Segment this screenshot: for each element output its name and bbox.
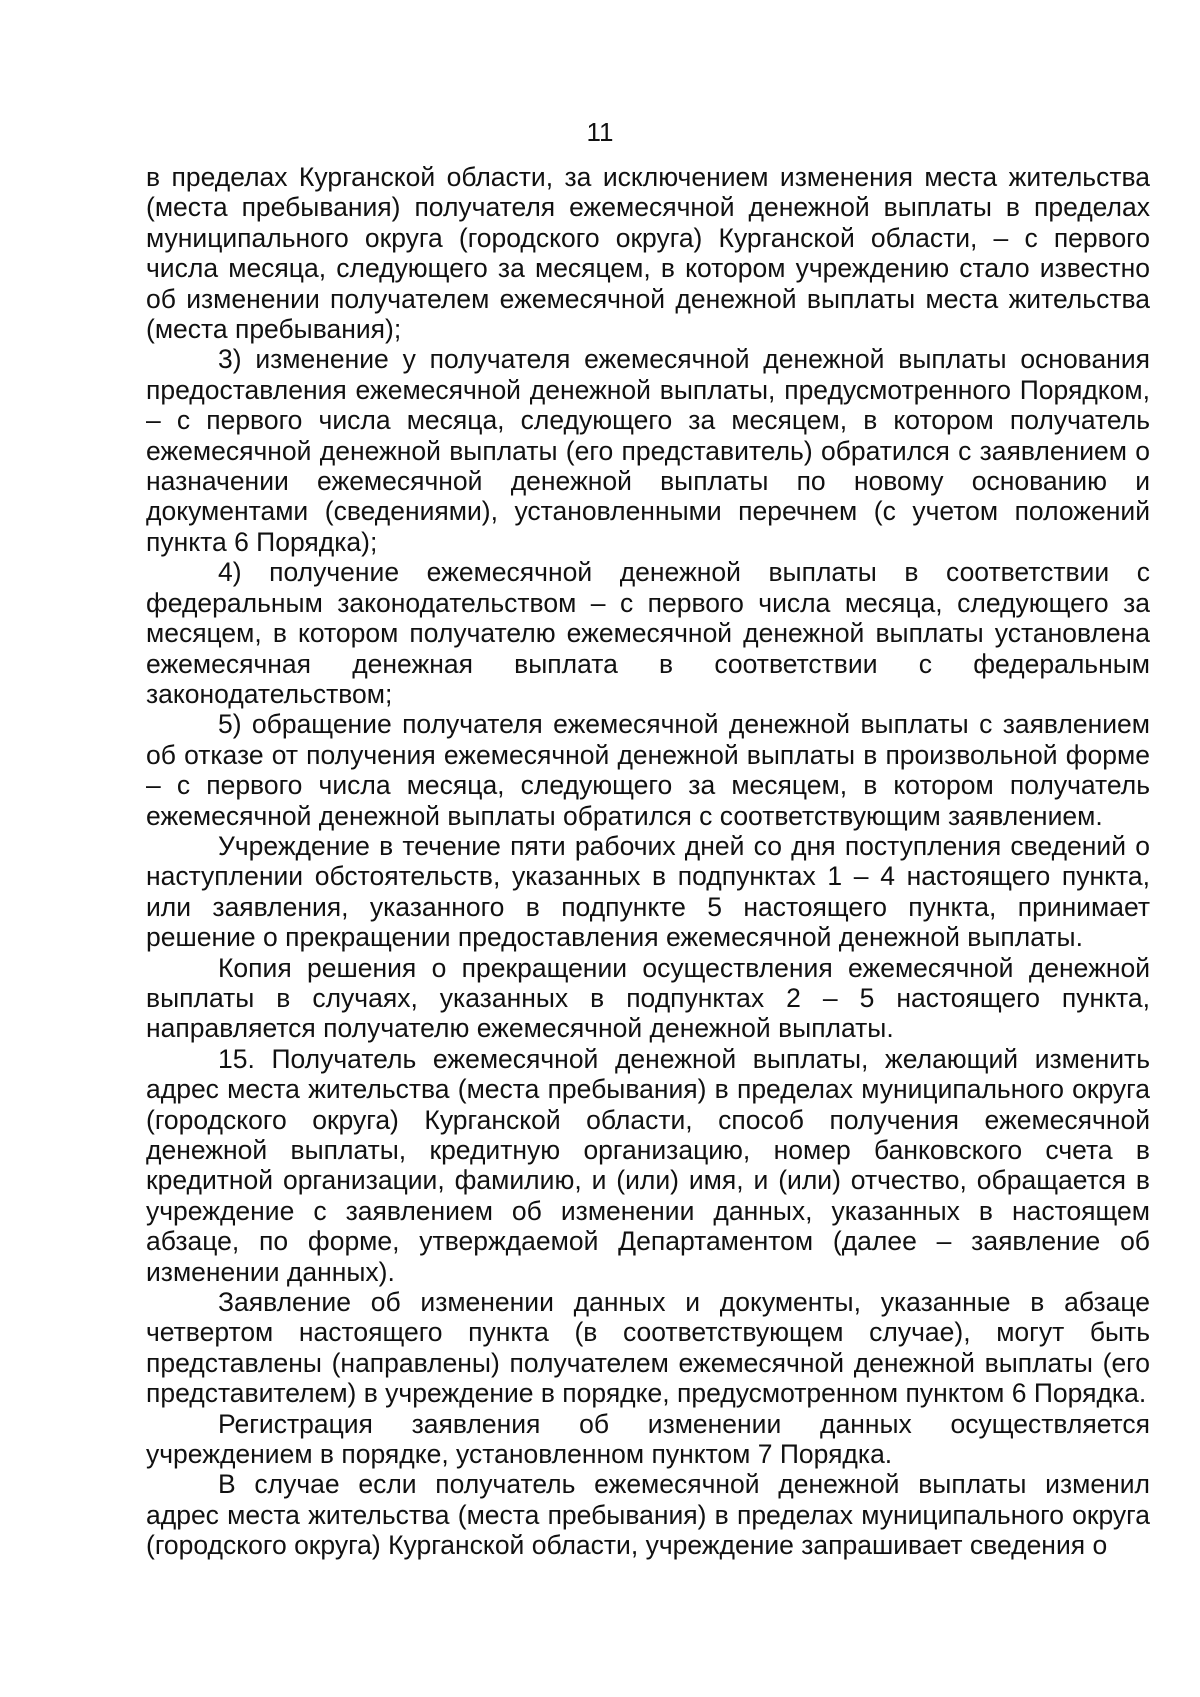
- document-body: [146, 162, 1150, 1561]
- paragraph-subitem-4: 4) получение ежемесячной денежной выплаты в соответствии с федеральным законодательством – с первого числа месяца, следующего за месяцем, в котором получателю ежемесячной денежной выплаты установлена ежемесячная денежная выплата в соответствии с федеральным законодательством;: [146, 557, 1150, 709]
- paragraph-address-change: В случае если получатель ежемесячной денежной выплаты изменил адрес места жительства (места пребывания) в пределах муниципального округа (городского округа) Курганской области, учреждение запрашивает сведения о: [146, 1469, 1150, 1561]
- paragraph-continuation: в пределах Курганской области, за исключением изменения места жительства (места пребывания) получателя ежемесячной денежной выплаты в пределах муниципального округа (городского округа) Курганской области, – с первого числа месяца, следующего за месяцем, в котором учреждению стало известно об изменении получателем ежемесячной денежной выплаты места жительства (места пребывания);: [146, 162, 1150, 345]
- page-number: 11: [586, 117, 614, 147]
- paragraph-decision: Учреждение в течение пяти рабочих дней со дня поступления сведений о наступлении обстоятельств, указанных в подпунктах 1 – 4 настоящего пункта, или заявления, указанного в подпункте 5 настоящего пункта, принимает решение о прекращении предоставления ежемесячной денежной выплаты.: [146, 830, 1150, 953]
- paragraph-subitem-3: 3) изменение у получателя ежемесячной денежной выплаты основания предоставления ежемесячной денежной выплаты, предусмотренного Порядком, – с первого числа месяца, следующего за месяцем, в котором получатель ежемесячной денежной выплаты (его представитель) обратился с заявлением о назначении ежемесячной денежной выплаты по новому основанию и документами (сведениями), установленными перечнем (с учетом положений пункта 6 Порядка);: [146, 344, 1150, 557]
- paragraph-decision-copy: Копия решения о прекращении осуществления ежемесячной денежной выплаты в случаях, указанных в подпунктах 2 – 5 настоящего пункта, направляется получателю ежемесячной денежной выплаты.: [146, 952, 1150, 1044]
- paragraph-application-submission: Заявление об изменении данных и документы, указанные в абзаце четвертом настоящего пункта (в соответствующем случае), могут быть представлены (направлены) получателем ежемесячной денежной выплаты (его представителем) в учреждение в порядке, предусмотренном пунктом 6 Порядка.: [146, 1287, 1150, 1409]
- paragraph-subitem-5: 5) обращение получателя ежемесячной денежной выплаты с заявлением об отказе от получения ежемесячной денежной выплаты в произвольной форме – с первого числа месяца, следующего за месяцем, в котором получатель ежемесячной денежной выплаты обратился с соответствующим заявлением.: [146, 709, 1150, 831]
- paragraph-item-15: 15. Получатель ежемесячной денежной выплаты, желающий изменить адрес места жительства (места пребывания) в пределах муниципального округа (городского округа) Курганской области, способ получения ежемесячной денежной выплаты, кредитную организацию, номер банковского счета в кредитной организации, фамилию, и (или) имя, и (или) отчество, обращается в учреждение с заявлением об изменении данных, указанных в настоящем абзаце, по форме, утверждаемой Департаментом (далее – заявление об изменении данных).: [146, 1043, 1150, 1287]
- paragraph-registration: Регистрация заявления об изменении данных осуществляется учреждением в порядке, установленном пунктом 7 Порядка.: [146, 1408, 1150, 1470]
